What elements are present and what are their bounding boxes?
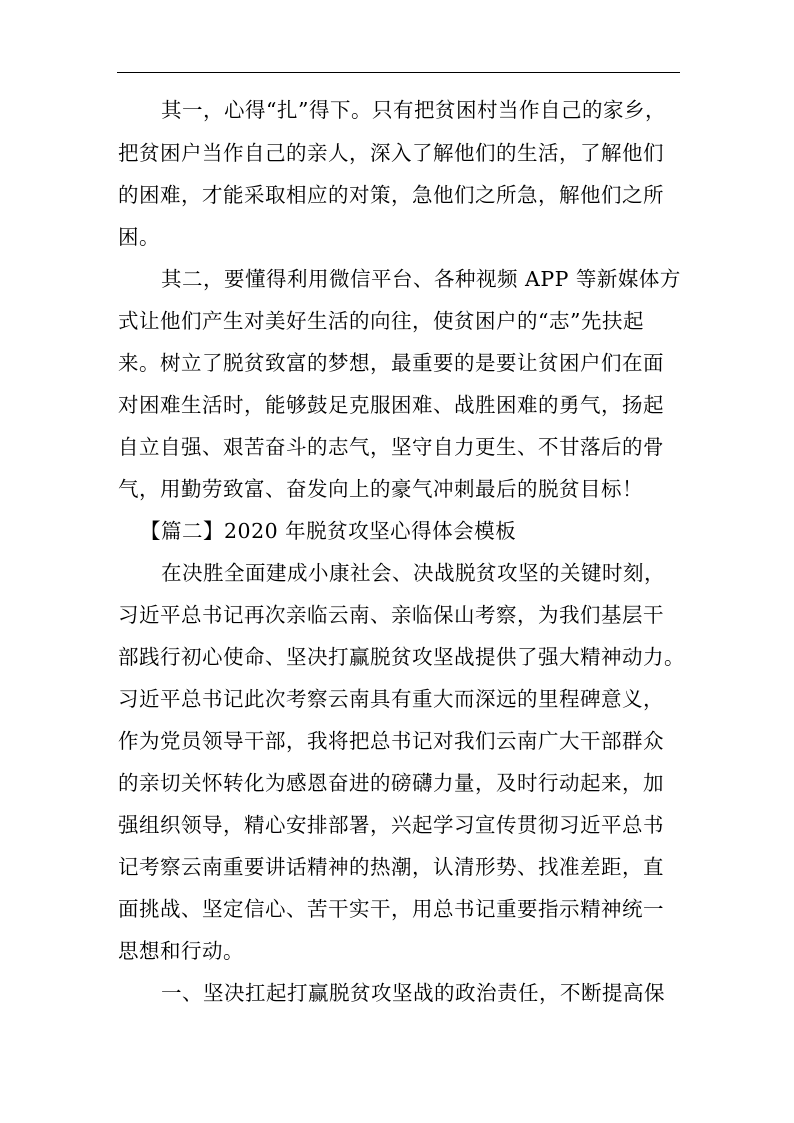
paragraph-line: 困。 — [118, 225, 160, 249]
paragraph-line: 自立自强、艰苦奋斗的志气，坚守自力更生、不甘落后的骨 — [118, 435, 664, 459]
paragraph-line: 部践行初心使命、坚决打赢脱贫攻坚战提供了强大精神动力。 — [118, 645, 685, 669]
paragraph-line: 的亲切关怀转化为感恩奋进的磅礴力量，及时行动起来，加 — [118, 771, 664, 795]
header-rule — [117, 72, 680, 73]
paragraph-line: 气，用勤劳致富、奋发向上的豪气冲刺最后的脱贫目标！ — [118, 477, 643, 501]
paragraph-line: 式让他们产生对美好生活的向往，使贫困户的“志”先扶起 — [118, 309, 644, 333]
paragraph-line: 记考察云南重要讲话精神的热潮，认清形势、找准差距，直 — [118, 855, 664, 879]
paragraph-line: 强组织领导，精心安排部署，兴起学习宣传贯彻习近平总书 — [118, 813, 664, 837]
paragraph-line: 面挑战、坚定信心、苦干实干，用总书记重要指示精神统一 — [118, 897, 664, 921]
paragraph-line: 其二，要懂得利用微信平台、各种视频 APP 等新媒体方 — [161, 267, 681, 291]
paragraph-line: 对困难生活时，能够鼓足克服困难、战胜困难的勇气，扬起 — [118, 393, 664, 417]
paragraph-line: 习近平总书记此次考察云南具有重大而深远的里程碑意义， — [118, 687, 664, 711]
paragraph-line: 来。树立了脱贫致富的梦想，最重要的是要让贫困户们在面 — [118, 351, 664, 375]
paragraph-line: 把贫困户当作自己的亲人，深入了解他们的生活，了解他们 — [118, 141, 664, 165]
paragraph-line: 其一，心得“扎”得下。只有把贫困村当作自己的家乡， — [161, 98, 666, 122]
paragraph-line: 习近平总书记再次亲临云南、亲临保山考察，为我们基层干 — [118, 603, 664, 627]
paragraph-line: 的困难，才能采取相应的对策，急他们之所急，解他们之所 — [118, 183, 664, 207]
paragraph-line: 作为党员领导干部，我将把总书记对我们云南广大干部群众 — [118, 729, 664, 753]
paragraph-line: 在决胜全面建成小康社会、决战脱贫攻坚的关键时刻， — [161, 561, 665, 585]
paragraph-line: 一、坚决扛起打赢脱贫攻坚战的政治责任，不断提高保 — [161, 981, 665, 1005]
section-heading: 【篇二】2020 年脱贫攻坚心得体会模板 — [140, 519, 517, 543]
paragraph-line: 思想和行动。 — [118, 939, 244, 963]
